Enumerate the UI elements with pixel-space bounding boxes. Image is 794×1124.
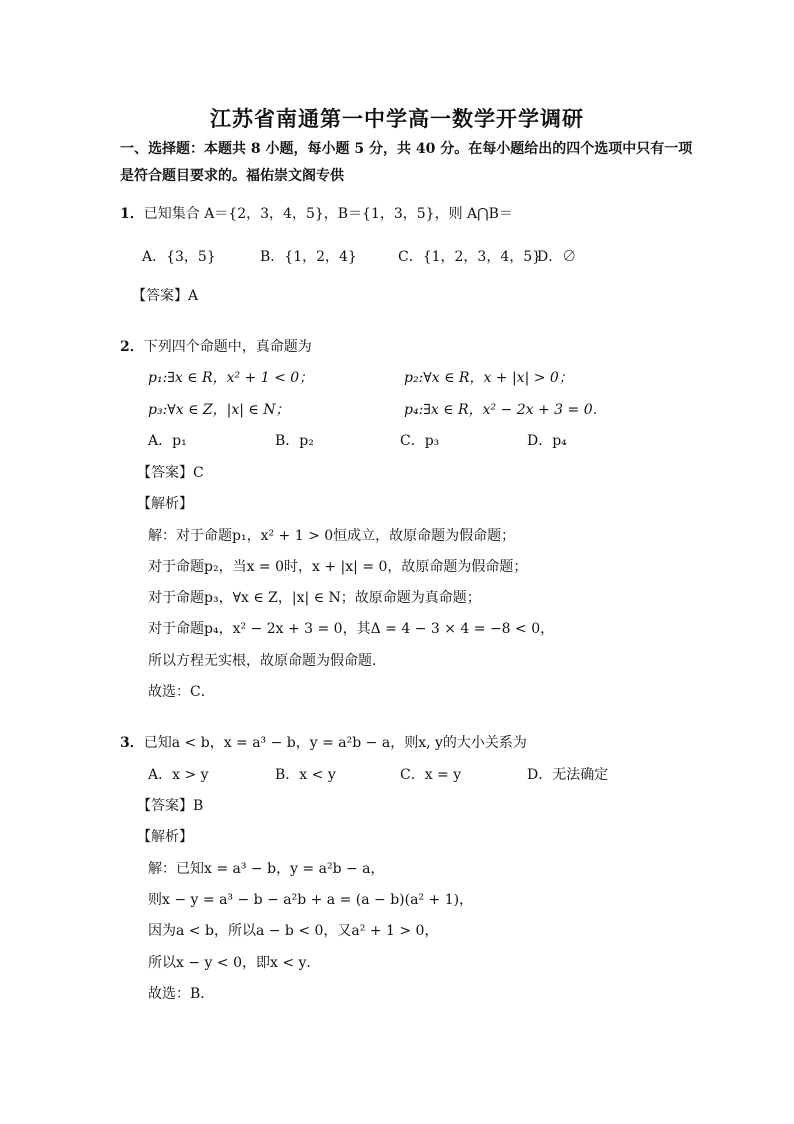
- option-a: A．{3，5}: [142, 249, 216, 265]
- option-b: B．x < y: [275, 767, 336, 783]
- analysis-line: 对于命题p₄，x² − 2x + 3 = 0，其Δ = 4 − 3 × 4 = −8 < 0，: [148, 621, 555, 637]
- proposition-p4: p₄:∃x ∈ R，x² − 2x + 3 = 0．: [404, 402, 607, 418]
- analysis-label: 【解析】: [137, 829, 193, 845]
- option-d: D．∅: [537, 249, 577, 265]
- analysis-line: 对于命题p₂，当x = 0时，x + |x| = 0，故原命题为假命题；: [148, 559, 528, 575]
- proposition-p1: p₁:∃x ∈ R，x² + 1 < 0；: [148, 370, 314, 386]
- analysis-line: 解：对于命题p₁，x² + 1 > 0恒成立，故原命题为假命题；: [148, 528, 516, 544]
- answer: 【答案】B: [137, 798, 204, 814]
- question-number: 2．: [120, 339, 144, 355]
- proposition-p3: p₃:∀x ∈ Z，|x| ∈ N；: [148, 402, 290, 418]
- option-c: C．{1，2，3，4，5}: [398, 249, 542, 265]
- analysis-line: 因为a < b，所以a − b < 0，又a² + 1 > 0，: [148, 923, 439, 939]
- question-2-stem: [120, 336, 312, 356]
- option-c: C．p₃: [400, 433, 440, 449]
- question-text: 下列四个命题中，真命题为: [143, 339, 312, 355]
- option-d: D．无法确定: [527, 767, 609, 783]
- option-c: C．x = y: [400, 767, 462, 783]
- analysis-label: 【解析】: [137, 496, 193, 512]
- option-a: A．p₁: [148, 433, 187, 449]
- section-heading-line2: 是符合题目要求的。福佑崇文阁专供: [120, 168, 344, 184]
- question-3-stem: [120, 732, 527, 752]
- analysis-line: 故选：B．: [148, 986, 215, 1002]
- analysis-line: 解：已知x = a³ − b，y = a²b − a，: [148, 861, 385, 877]
- page-title: 江苏省南通第一中学高一数学开学调研: [210, 107, 584, 131]
- question-text: 已知a < b，x = a³ − b，y = a²b − a，则x, y的大小关系为: [143, 735, 527, 751]
- option-b: B．p₂: [275, 433, 314, 449]
- question-text: 已知集合 A＝{2，3，4，5}，B＝{1，3，5}，则 A⋂B＝: [143, 206, 513, 222]
- analysis-line: 所以x − y < 0，即x < y．: [148, 955, 321, 971]
- analysis-line: 故选：C．: [148, 684, 215, 700]
- answer: 【答案】C: [137, 465, 204, 481]
- answer: 【答案】A: [132, 288, 199, 304]
- question-number: 1．: [120, 206, 144, 222]
- option-a: A．x > y: [148, 767, 209, 783]
- question-number: 3．: [120, 735, 144, 751]
- section-heading-line1: 一、选择题：本题共 8 小题，每小题 5 分，共 40 分。在每小题给出的四个选项中只有一项: [120, 141, 693, 157]
- analysis-line: 对于命题p₃，∀x ∈ Z，|x| ∈ N；故原命题为真命题；: [148, 590, 481, 606]
- analysis-line: 所以方程无实根，故原命题为假命题.: [148, 653, 377, 669]
- option-b: B．{1，2，4}: [260, 249, 357, 265]
- proposition-p2: p₂:∀x ∈ R，x + |x| > 0；: [404, 370, 573, 386]
- analysis-line: 则x − y = a³ − b − a²b + a = (a − b)(a² + 1)，: [148, 892, 474, 908]
- option-d: D．p₄: [527, 433, 567, 449]
- question-1-stem: [120, 203, 513, 223]
